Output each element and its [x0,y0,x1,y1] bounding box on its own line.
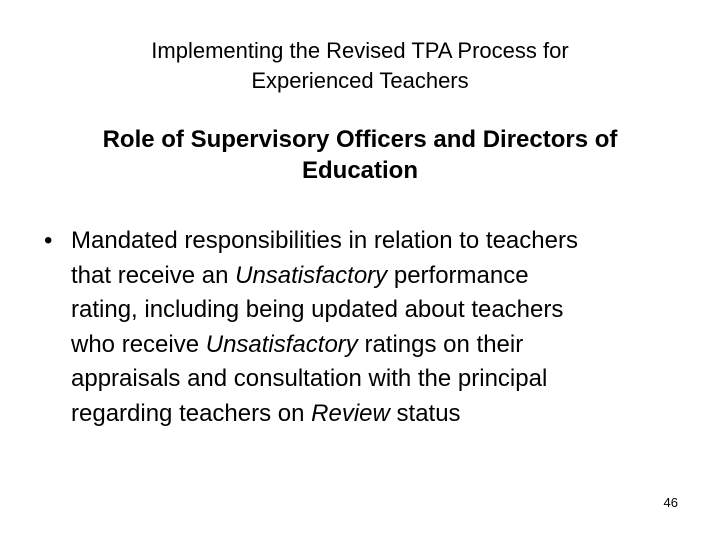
page-number: 46 [663,495,678,510]
bullet-text-line [71,293,684,328]
slide-subtitle-line: Role of Supervisory Officers and Directors of [102,126,618,153]
slide-title-line: Experienced Teachers [251,68,469,93]
slide-subtitle [40,124,680,186]
bullet-text-line [71,224,684,259]
slide-title-line: Implementing the Revised TPA Process for [151,38,569,63]
bullet-marker-icon: • [44,227,53,254]
text-segment: ratings on their [357,330,524,358]
bullet-item [44,224,684,431]
bullet-text-line [71,328,684,363]
bullet-text-line [71,259,684,294]
text-segment: status [389,399,461,427]
text-segment: that receive an [71,261,236,289]
text-segment: regarding teachers on [71,399,312,427]
bullet-list [44,224,684,431]
text-segment: who receive [71,330,206,358]
italic-term: Unsatisfactory [205,330,358,358]
text-segment: performance [387,261,529,289]
text-segment: appraisals and consultation with the principal [71,365,548,392]
bullet-text-line [71,397,684,432]
text-segment: Mandated responsibilities in relation to teachers [71,227,578,254]
text-segment: rating, including being updated about teachers [71,296,564,323]
italic-term: Unsatisfactory [235,261,388,289]
slide-title [60,36,660,96]
italic-term: Review [311,399,390,427]
bullet-text-line [71,362,684,397]
slide-subtitle-line: Education [301,157,418,184]
